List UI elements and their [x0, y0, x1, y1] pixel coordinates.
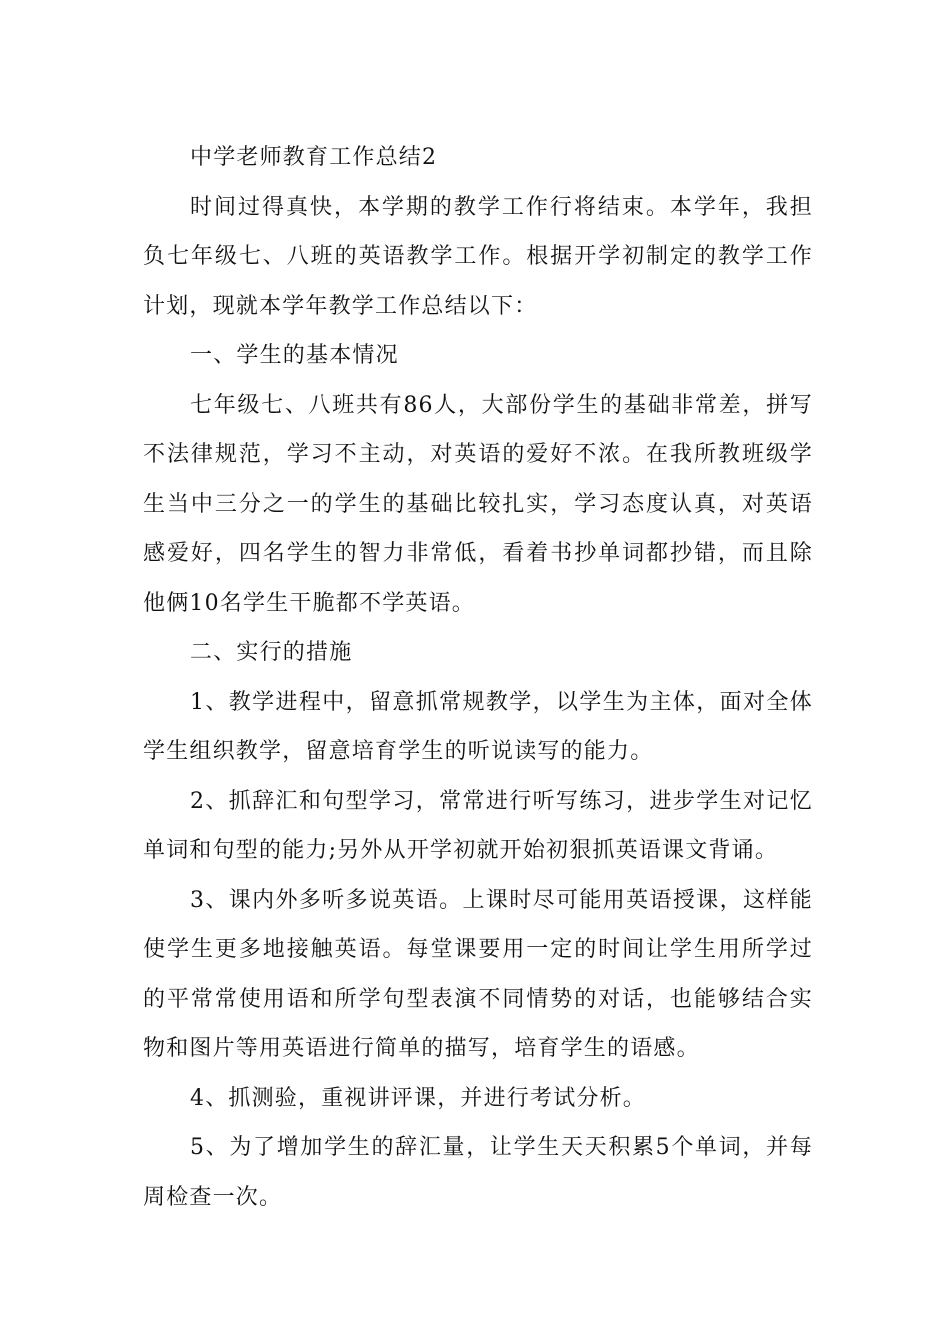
intro-paragraph: 时间过得真快，本学期的教学工作行将结束。本学年，我担负七年级七、八班的英语教学工作。根据开学初制定的教学工作计划，现就本学年教学工作总结以下： [143, 194, 813, 319]
measure-item-5: 5、为了增加学生的辞汇量，让学生天天积累5个单词，并每周检查一次。 [143, 1135, 813, 1210]
measure-item-2: 2、抓辞汇和句型学习，常常进行听写练习，进步学生对记忆单词和句型的能力;另外从开学初就开始初狠抓英语课文背诵。 [143, 788, 813, 863]
document-body [143, 133, 813, 1222]
students-paragraph: 七年级七、八班共有86人，大部份学生的基础非常差，拼写不法律规范，学习不主动，对英语的爱好不浓。在我所教班级学生当中三分之一的学生的基础比较扎实，学习态度认真，对英语感爱好，四名学生的智力非常低，看着书抄单词都抄错，而且除他俩10名学生干脆都不学英语。 [143, 392, 813, 616]
document-title: 中学老师教育工作总结2 [190, 145, 438, 170]
section-heading-measures: 二、实行的措施 [190, 640, 353, 665]
section-heading-students: 一、学生的基本情况 [190, 343, 399, 368]
measure-item-3: 3、课内外多听多说英语。上课时尽可能用英语授课，这样能使学生更多地接触英语。每堂课要用一定的时间让学生用所学过的平常常使用语和所学句型表演不同情势的对话，也能够结合实物和图片等用英语进行简单的描写，培育学生的语感。 [143, 887, 813, 1061]
measure-item-1: 1、教学进程中，留意抓常规教学，以学生为主体，面对全体学生组织教学，留意培育学生的听说读写的能力。 [143, 689, 813, 764]
measure-item-4: 4、抓测验，重视讲评课，并进行考试分析。 [190, 1085, 646, 1111]
